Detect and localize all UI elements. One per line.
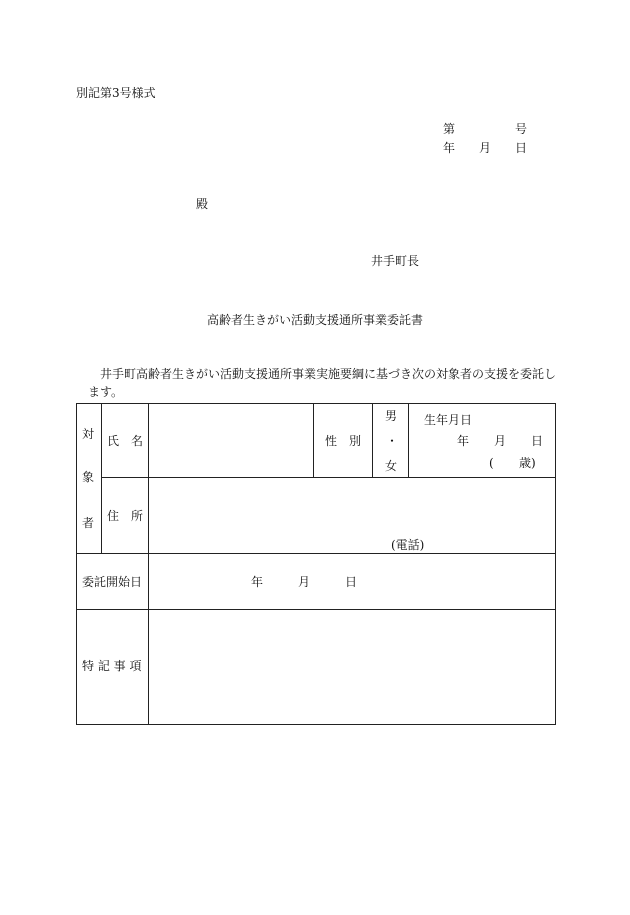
addressee-suffix: 殿 [196, 197, 209, 211]
form-id: 別記第3号様式 [76, 86, 156, 100]
doc-number-prefix: 第 [443, 122, 456, 136]
issue-date-month: 月 [479, 141, 492, 155]
age-open: ( [489, 456, 494, 470]
body-line-2: ます。 [88, 385, 124, 399]
col-divider-gender-label [313, 403, 314, 478]
subject-label-char-1: 対 [82, 427, 95, 441]
issue-date-day: 日 [515, 141, 528, 155]
gender-label: 性 別 [325, 434, 362, 448]
gender-option-female[interactable]: 女 [385, 459, 398, 473]
notes-field[interactable] [150, 611, 554, 723]
birth-date-month: 月 [494, 434, 507, 448]
doc-number-suffix: 号 [515, 122, 528, 136]
table-border-left [76, 403, 77, 725]
issue-date-year: 年 [443, 141, 456, 155]
body-line-1: 井手町高齢者生きがい活動支援通所事業実施要綱に基づき次の対象者の支援を委託し [100, 367, 557, 381]
name-field[interactable] [150, 405, 312, 476]
subject-label-char-2: 象 [82, 470, 95, 484]
row-divider-name-address [101, 477, 556, 478]
age-close: 歳) [519, 456, 536, 470]
name-label: 氏 名 [107, 434, 144, 448]
birth-date-year: 年 [457, 434, 470, 448]
start-date-label: 委託開始日 [82, 575, 143, 589]
start-date-day: 日 [345, 575, 358, 589]
start-date-month: 月 [298, 575, 311, 589]
table-border-right [555, 403, 556, 725]
phone-label: (電話) [391, 538, 425, 552]
start-date-year: 年 [251, 575, 264, 589]
birth-date-label: 生年月日 [424, 413, 473, 427]
subject-label-char-3: 者 [82, 516, 95, 530]
col-divider-subject [101, 403, 102, 554]
gender-option-male[interactable]: 男 [385, 409, 398, 423]
address-field[interactable] [150, 479, 554, 552]
birth-date-day: 日 [531, 434, 544, 448]
col-divider-birth [408, 403, 409, 478]
issuer: 井手町長 [371, 254, 420, 268]
address-label: 住 所 [107, 509, 144, 523]
document-title: 高齢者生きがい活動支援通所事業委託書 [207, 313, 424, 327]
notes-label: 特 記 事 項 [82, 659, 142, 673]
col-divider-label [148, 403, 149, 725]
gender-separator: ・ [386, 434, 399, 448]
col-divider-gender-value [372, 403, 373, 478]
